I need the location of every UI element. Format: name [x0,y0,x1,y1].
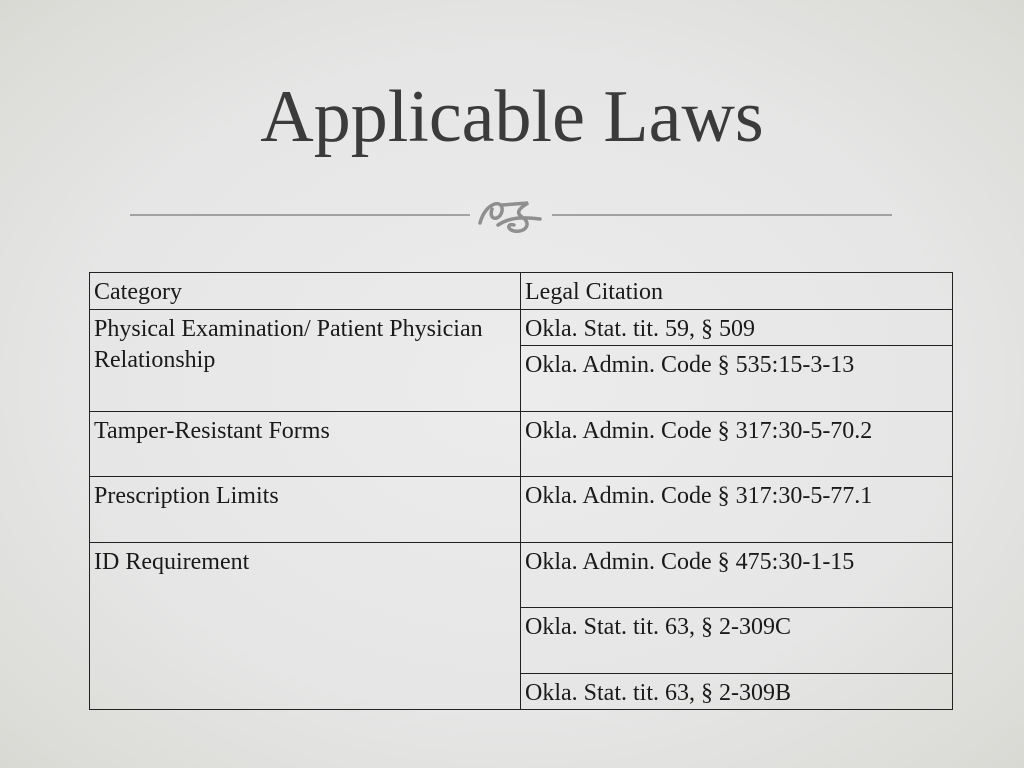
table-header-row [90,273,953,310]
category-cell: Physical Examination/ Patient Physician Relationship [90,310,521,412]
citation-cell: Okla. Admin. Code § 535:15-3-13 [521,346,953,412]
table-row [90,543,953,608]
table-row [90,310,953,346]
table-row [90,412,953,477]
citation-cell: Okla. Stat. tit. 59, § 509 [521,310,953,346]
citation-cell: Okla. Admin. Code § 317:30-5-70.2 [521,412,953,477]
laws-table [89,272,953,710]
citation-cell: Okla. Stat. tit. 63, § 2-309C [521,608,953,674]
category-cell: ID Requirement [90,543,521,710]
citation-cell: Okla. Admin. Code § 317:30-5-77.1 [521,477,953,543]
category-cell: Prescription Limits [90,477,521,543]
title-divider [130,195,892,235]
header-category: Category [90,273,521,310]
category-cell: Tamper-Resistant Forms [90,412,521,477]
header-legal-citation: Legal Citation [521,273,953,310]
flourish-ornament-icon [480,203,540,231]
table-row [90,477,953,543]
slide-title: Applicable Laws [260,76,764,158]
citation-cell: Okla. Admin. Code § 475:30-1-15 [521,543,953,608]
citation-cell: Okla. Stat. tit. 63, § 2-309B [521,674,953,710]
